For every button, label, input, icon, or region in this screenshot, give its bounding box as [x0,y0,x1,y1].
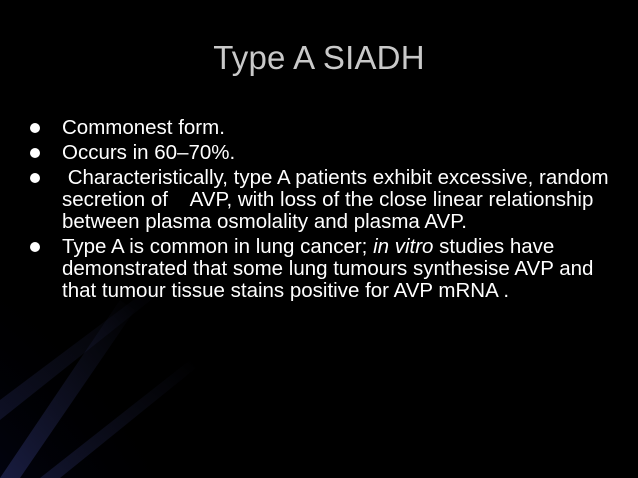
bullet-dot-icon [30,242,40,252]
bullet-dot-icon [30,123,40,133]
bullet-text: Commonest form. [62,116,225,139]
bullet-item [28,236,618,302]
bullet-text-part: Type A is common in lung cancer; [62,235,374,258]
bullet-dot-icon [30,173,40,183]
bullet-item [28,117,618,139]
slide-title: Type A SIADH [213,39,425,76]
bullet-text: Characteristically, type A patients exhibit excessive, random secretion of AVP, with loss of the close linear relationship between plasma osmolality and plasma AVP. [62,166,615,233]
bullet-text: Occurs in 60–70%. [62,141,236,164]
bullet-item [28,142,618,164]
bullet-text-italic: in vitro [373,235,434,258]
bullet-item [28,167,618,233]
bullet-dot-icon [30,148,40,158]
bullet-text-part: studies have demonstrated that some lung tumours synthesise AVP and that tumour tissue stains positive for AVP mRNA . [62,235,594,302]
bullet-text [62,235,593,302]
bullet-list [28,117,618,305]
